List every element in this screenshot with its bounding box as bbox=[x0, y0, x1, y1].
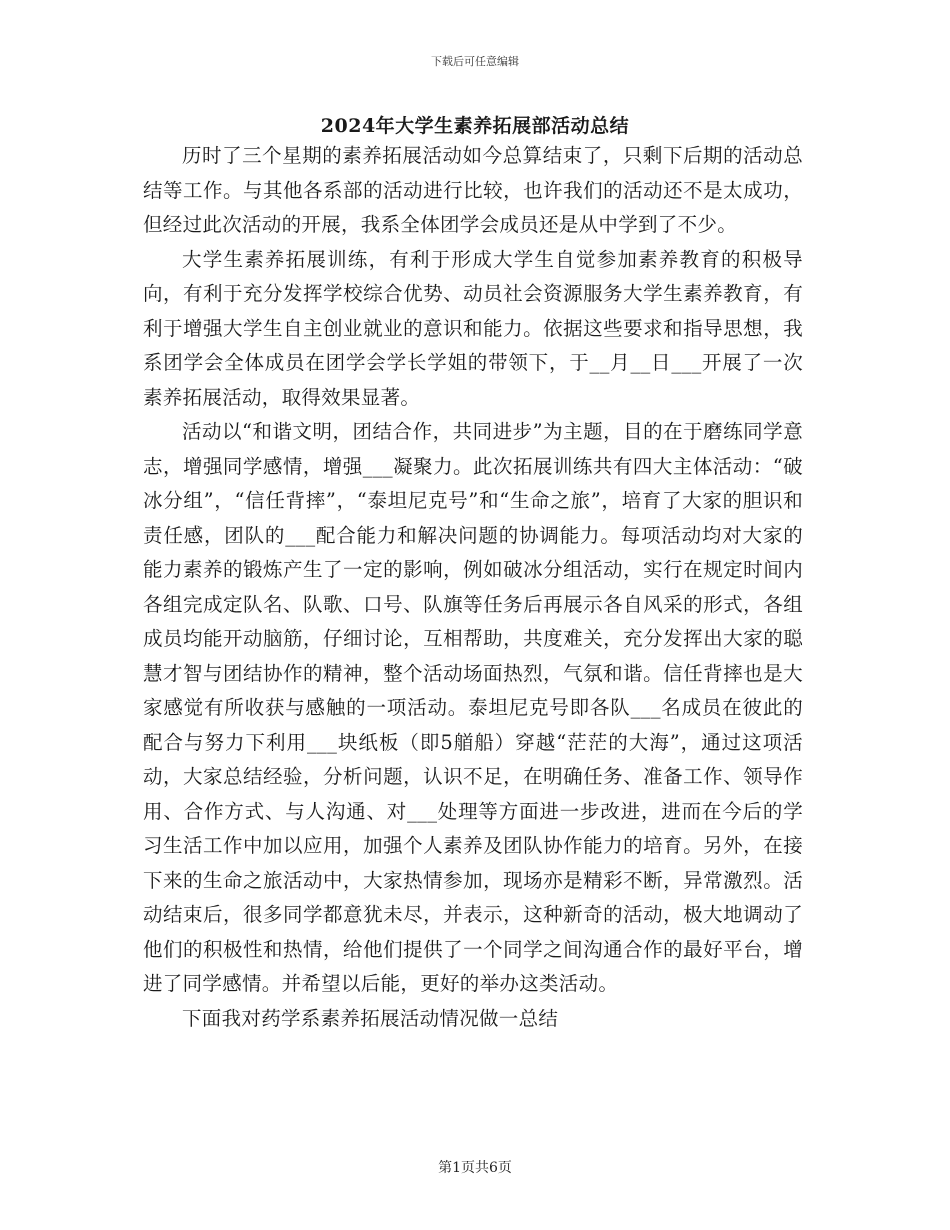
paragraph-purpose: 大学生素养拓展训练，有利于形成大学生自觉参加素养教育的积极导向，有利于充分发挥学校综合优势、动员社会资源服务大学生素养教育，有利于增强大学生自主创业就业的意识和能力。依据这些要求和指导思想，我系团学会全体成员在团学会学长学姐的带领下，于__月__日___开展了一次素养拓展活动，取得效果显著。 bbox=[143, 247, 803, 409]
paragraph-summary-lead: 下面我对药学系素养拓展活动情况做一总结 bbox=[182, 1006, 559, 1030]
document-body bbox=[143, 139, 803, 1036]
paragraph-activities: 活动以“和谐文明，团结合作，共同进步”为主题，目的在于磨练同学意志，增强同学感情，增强___凝聚力。此次拓展训练共有四大主体活动：“破冰分组”，“信任背摔”，“泰坦尼克号”和“生命之旅”，培育了大家的胆识和责任感，团队的___配合能力和解决问题的协调能力。每项活动均对大家的能力素养的锻炼产生了一定的影响，例如破冰分组活动，实行在规定时间内各组完成定队名、队歌、口号、队旗等任务后再展示各自风采的形式，各组成员均能开动脑筋，仔细讨论，互相帮助，共度难关，充分发挥出大家的聪慧才智与团结协作的精神，整个活动场面热烈，气氛和谐。信任背摔也是大家感觉有所收获与感触的一项活动。泰坦尼克号即各队___名成员在彼此的配合与努力下利用___块纸板（即5艏船）穿越“茫茫的大海”，通过这项活动，大家总结经验，分析问题，认识不足，在明确任务、准备工作、领导作用、合作方式、与人沟通、对___处理等方面进一步改进，进而在今后的学习生活工作中加以应用，加强个人素养及团队协作能力的培育。另外，在接下来的生命之旅活动中，大家热情参加，现场亦是精彩不断，异常激烈。活动结束后，很多同学都意犹未尽，并表示，这种新奇的活动，极大地调动了他们的积极性和热情，给他们提供了一个同学之间沟通合作的最好平台，增进了同学感情。并希望以后能，更好的举办这类活动。 bbox=[143, 420, 803, 995]
header-note: 下载后可任意编辑 bbox=[431, 55, 519, 68]
document-title: 2024年大学生素养拓展部活动总结 bbox=[320, 115, 630, 137]
paragraph-intro: 历时了三个星期的素养拓展活动如今总算结束了，只剩下后期的活动总结等工作。与其他各系部的活动进行比较，也许我们的活动还不是太成功，但经过此次活动的开展，我系全体团学会成员还是从中学到了不少。 bbox=[143, 144, 803, 236]
page-number: 第1页共6页 bbox=[438, 1160, 512, 1176]
